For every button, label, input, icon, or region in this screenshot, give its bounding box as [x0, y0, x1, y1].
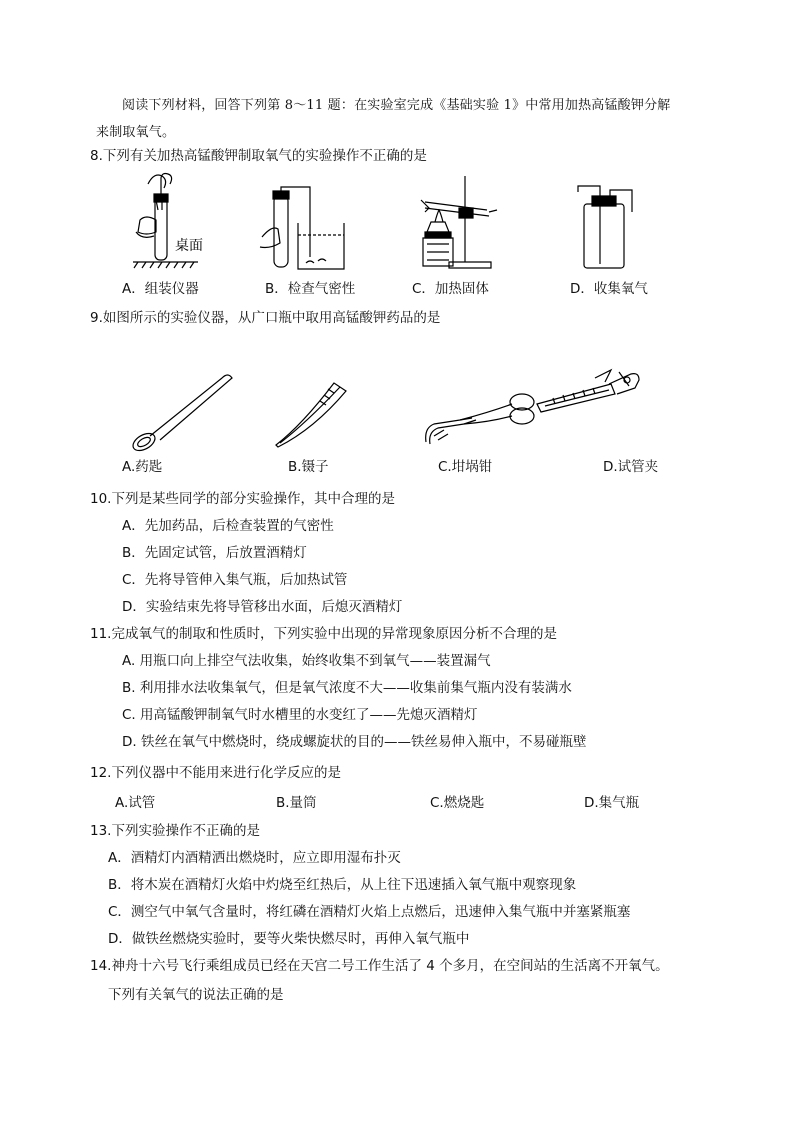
q10-option-b: B．先固定试管，后放置酒精灯: [122, 545, 307, 561]
q8-stem: 8.下列有关加热高锰酸钾制取氧气的实验操作不正确的是: [90, 148, 427, 164]
q11-option-a: A. 用瓶口向上排空气法收集，始终收集不到氧气——装置漏气: [122, 653, 491, 669]
intro-line-1: 阅读下列材料，回答下列第 8～11 题：在实验室完成《基础实验 1》中常用加热高锰酸钾分解: [122, 98, 671, 113]
q10-option-d: D．实验结束先将导管移出水面，后熄灭酒精灯: [122, 599, 403, 615]
q12-option-d: D.集气瓶: [584, 795, 640, 811]
q14-stem-line-1: 14.神舟十六号飞行乘组成员已经在天宫二号工作生活了 4 个多月，在空间站的生活离不开氧气。: [90, 958, 669, 974]
q9-stem: 9.如图所示的实验仪器，从广口瓶中取用高锰酸钾药品的是: [90, 310, 441, 326]
q8-option-c: C．加热固体: [412, 281, 489, 297]
q11-option-c: C. 用高锰酸钾制氧气时水槽里的水变红了——先熄灭酒精灯: [122, 707, 478, 723]
fig-a-table-label: 桌面: [175, 238, 203, 254]
q9-option-b: B.镊子: [288, 459, 329, 475]
q12-option-c: C.燃烧匙: [430, 795, 485, 811]
q12-stem: 12.下列仪器中不能用来进行化学反应的是: [90, 765, 341, 781]
q8-option-b: B．检查气密性: [265, 281, 356, 297]
q10-stem: 10.下列是某些同学的部分实验操作，其中合理的是: [90, 491, 395, 507]
q9-option-d: D.试管夹: [603, 459, 659, 475]
q10-option-c: C．先将导管伸入集气瓶，后加热试管: [122, 572, 348, 588]
q8-figure-b-airtightness: [258, 185, 358, 275]
q11-option-d: D. 铁丝在氧气中燃烧时，绕成螺旋状的目的——铁丝易伸入瓶中，不易碰瓶壁: [122, 734, 587, 750]
q11-option-b: B. 利用排水法收集氧气，但是氧气浓度不大——收集前集气瓶内没有装满水: [122, 680, 572, 696]
q13-stem: 13.下列实验操作不正确的是: [90, 823, 260, 839]
q8-figure-a-assemble: [128, 170, 218, 275]
q10-option-a: A．先加药品，后检查装置的气密性: [122, 518, 334, 534]
q13-option-d: D．做铁丝燃烧实验时，要等火柴快燃尽时，再伸入氧气瓶中: [108, 931, 470, 947]
q9-figure-tweezers: [272, 375, 352, 450]
q8-option-a: A．组装仪器: [122, 281, 199, 297]
q12-option-a: A.试管: [115, 795, 156, 811]
intro-line-2: 来制取氧气。: [96, 125, 176, 140]
q12-option-b: B.量筒: [276, 795, 317, 811]
q9-figure-test-tube-clamp: [535, 368, 645, 413]
q14-stem-line-2: 下列有关氧气的说法正确的是: [108, 987, 284, 1003]
q9-option-c: C.坩埚钳: [438, 459, 493, 475]
q8-option-d: D．收集氧气: [570, 281, 648, 297]
q11-stem: 11.完成氧气的制取和性质时，下列实验中出现的异常现象原因分析不合理的是: [90, 626, 557, 642]
q9-option-a: A.药匙: [122, 459, 163, 475]
q9-figure-crucible-tongs: [420, 390, 540, 450]
q13-option-a: A．酒精灯内酒精洒出燃烧时，应立即用湿布扑灭: [108, 850, 401, 866]
q9-figure-medicine-spoon: [128, 370, 238, 455]
q13-option-c: C．测空气中氧气含量时，将红磷在酒精灯火焰上点燃后，迅速伸入集气瓶中并塞紧瓶塞: [108, 904, 631, 920]
q13-option-b: B．将木炭在酒精灯火焰中灼烧至红热后，从上往下迅速插入氧气瓶中观察现象: [108, 877, 577, 893]
q8-figure-d-collect: [570, 182, 645, 272]
q8-figure-c-heating: [415, 172, 500, 277]
